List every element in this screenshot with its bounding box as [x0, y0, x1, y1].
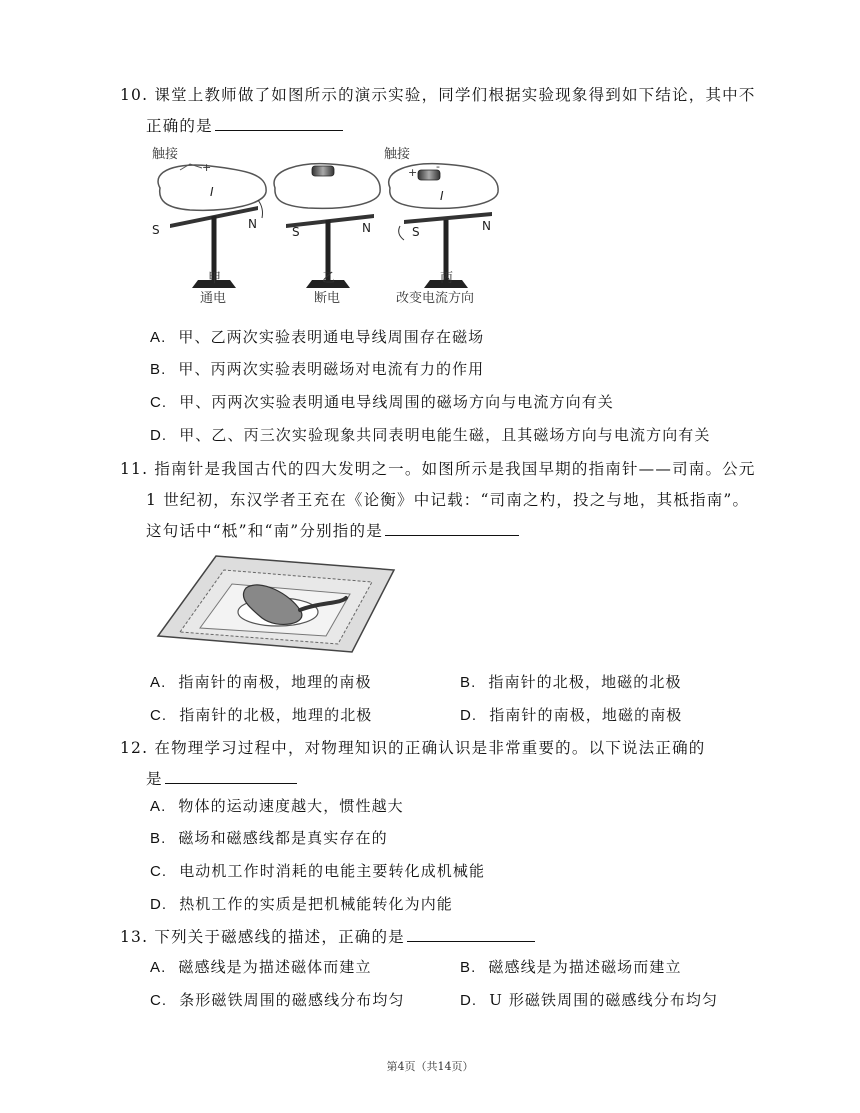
option-letter: C.	[150, 707, 168, 724]
panel-a-pole-n: N	[248, 217, 257, 231]
panel-a-pole-s: S	[152, 223, 160, 237]
q13-option-d	[460, 989, 718, 1010]
q11-option-c	[150, 704, 372, 725]
option-letter: B.	[460, 674, 477, 691]
option-letter: D.	[150, 896, 168, 913]
panel-c-current-label: I	[440, 189, 444, 203]
q11-stem-text: 这句话中“柢”和“南”分别指的是	[146, 522, 383, 540]
q12-option-c	[150, 860, 485, 881]
panel-c-pole-n: N	[482, 219, 491, 233]
q11-option-d	[460, 704, 682, 725]
option-text: 指南针的南极，地理的南极	[178, 673, 372, 691]
option-letter: A.	[150, 798, 167, 815]
q10-option-d	[150, 424, 711, 445]
option-letter: B.	[150, 361, 167, 378]
option-text: 热机工作的实质是把机械能转化为内能	[179, 895, 453, 913]
q11-answer-blank	[385, 521, 519, 536]
panel-c-pole-s: S	[412, 225, 420, 239]
q13-option-a	[150, 956, 372, 977]
option-letter: C.	[150, 863, 168, 880]
option-text: 甲、乙、丙三次实验现象共同表明电能生磁，且其磁场方向与电流方向有关	[179, 426, 711, 444]
q12-stem-text: 是	[146, 770, 163, 788]
q11-option-a	[150, 671, 372, 692]
q10-option-b	[150, 358, 484, 379]
option-letter: C.	[150, 394, 168, 411]
option-text: 指南针的北极，地磁的北极	[488, 673, 682, 691]
panel-a-current-label: I	[210, 185, 214, 199]
option-letter: A.	[150, 674, 167, 691]
option-text: U 形磁铁周围的磁感线分布均匀	[489, 991, 719, 1009]
panel-a-name: 甲	[208, 271, 222, 286]
panel-b-name: 乙	[322, 271, 336, 286]
q12-stem-line2	[146, 767, 297, 789]
panel-b	[274, 164, 380, 306]
option-letter: B.	[460, 959, 477, 976]
q10-answer-blank	[215, 116, 343, 131]
panel-c	[384, 146, 498, 306]
option-text: 甲、丙两次实验表明磁场对电流有力的作用	[178, 360, 485, 378]
q10-stem-line1: 10. 课堂上教师做了如图所示的演示实验，同学们根据实验现象得到如下结论，其中不	[120, 86, 756, 104]
panel-c-plus: +	[408, 166, 418, 179]
panel-c-minus: -	[436, 160, 440, 173]
q10-option-c	[150, 391, 614, 412]
q13-stem-line1	[120, 925, 535, 947]
panel-c-touch-label: 触接	[384, 147, 411, 162]
q13-answer-blank	[407, 927, 535, 942]
panel-b-pole-n: N	[362, 221, 371, 235]
option-text: 电动机工作时消耗的电能主要转化成机械能	[179, 862, 486, 880]
option-letter: D.	[150, 427, 168, 444]
option-text: 甲、乙两次实验表明通电导线周围存在磁场	[178, 328, 485, 346]
option-text: 指南针的北极，地理的北极	[179, 706, 373, 724]
q11-stem-line3	[146, 519, 519, 541]
q12-option-a	[150, 795, 404, 816]
q12-answer-blank	[165, 769, 297, 784]
panel-b-caption: 断电	[314, 291, 341, 306]
option-letter: D.	[460, 707, 478, 724]
option-text: 磁感线是为描述磁体而建立	[178, 958, 372, 976]
option-text: 甲、丙两次实验表明通电导线周围的磁场方向与电流方向有关	[179, 393, 614, 411]
option-text: 物体的运动速度越大，惯性越大	[178, 797, 404, 815]
option-text: 磁感线是为描述磁场而建立	[488, 958, 682, 976]
q10-stem-line2	[146, 114, 343, 136]
page-footer: 第4页（共14页）	[386, 1060, 474, 1073]
option-text: 磁场和磁感线都是真实存在的	[178, 829, 388, 847]
q12-stem-line1: 12. 在物理学习过程中，对物理知识的正确认识是非常重要的。以下说法正确的	[120, 739, 706, 757]
q13-option-c	[150, 989, 405, 1010]
q10-option-a	[150, 326, 484, 347]
q10-experiment-figure	[150, 140, 510, 310]
q11-stem-line2: 1 世纪初，东汉学者王充在《论衡》中记载：“司南之杓，投之与地，其柢指南”。	[146, 491, 750, 509]
panel-a-plus: +	[202, 161, 212, 174]
panel-c-name: 丙	[440, 271, 454, 286]
option-text: 条形磁铁周围的磁感线分布均匀	[179, 991, 405, 1009]
panel-b-pole-s: S	[292, 225, 300, 239]
q11-sinan-figure	[150, 548, 400, 656]
option-letter: A.	[150, 329, 167, 346]
option-letter: D.	[460, 992, 478, 1009]
panel-a-touch-label: 触接	[152, 147, 179, 162]
panel-a	[152, 146, 266, 306]
panel-a-caption: 通电	[200, 291, 227, 306]
q13-option-b	[460, 956, 682, 977]
panel-c-caption: 改变电流方向	[396, 291, 475, 306]
q11-stem-line1: 11. 指南针是我国古代的四大发明之一。如图所示是我国早期的指南针——司南。公元	[120, 460, 756, 478]
q12-option-d	[150, 893, 453, 914]
option-letter: A.	[150, 959, 167, 976]
q10-stem-text: 正确的是	[146, 117, 213, 135]
option-letter: B.	[150, 830, 167, 847]
q13-stem-text: 13. 下列关于磁感线的描述，正确的是	[120, 928, 405, 946]
option-letter: C.	[150, 992, 168, 1009]
q12-option-b	[150, 827, 388, 848]
q11-option-b	[460, 671, 682, 692]
option-text: 指南针的南极，地磁的南极	[489, 706, 683, 724]
